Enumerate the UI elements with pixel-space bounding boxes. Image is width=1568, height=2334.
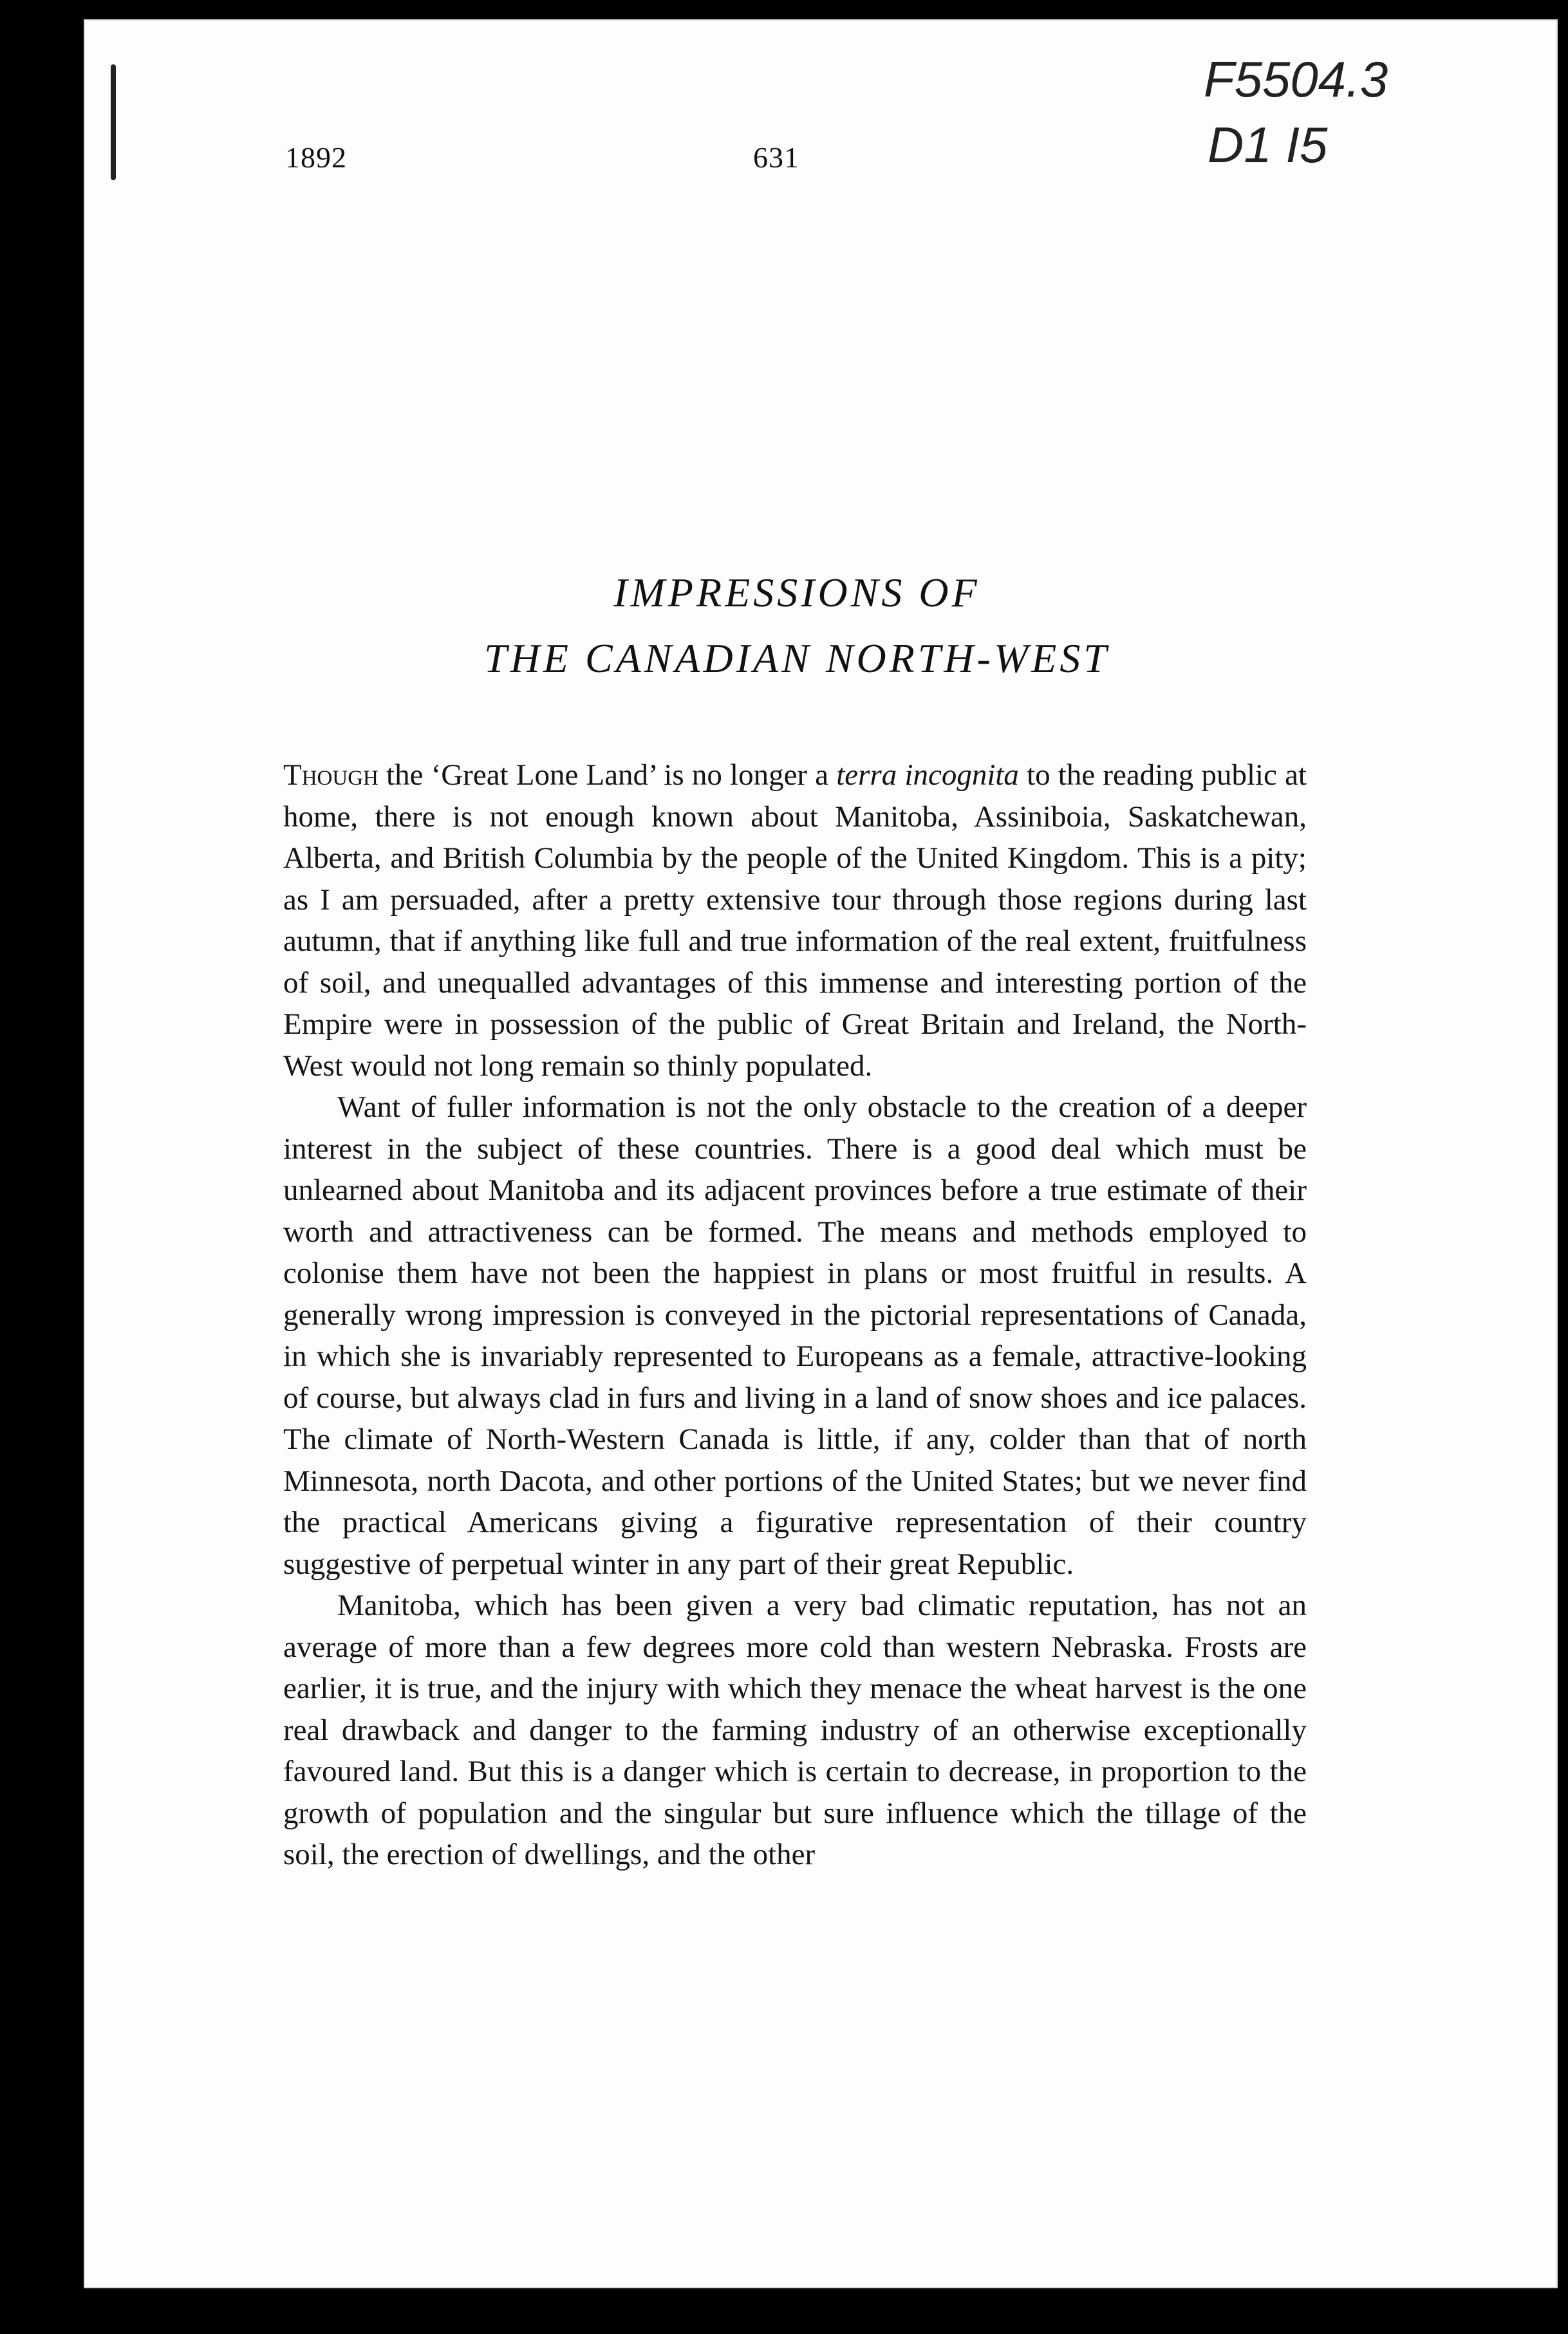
header-year: 1892 [285, 141, 347, 174]
title-line-2: THE CANADIAN NORTH-WEST [484, 635, 1110, 681]
lead-word: Though [283, 758, 378, 792]
paragraph-2: Want of fuller information is not the only obstacle to the creation of a deeper interest in the subject of these countries. There is a good deal which must be unlearned about Manitoba and its adjacent provinces before a true estimate of their worth and attractiveness can be formed. The means and methods employed to colonise them have not been the happiest in plans or most fruitful in results. A generally wrong impression is conveyed in the pictorial representations of Canada, in which she is invariably represented to Europeans as a female, attractive-looking of course, but always clad in furs and living in a land of snow shoes and ice palaces. The climate of North-Western Canada is little, if any, colder than that of north Minnesota, north Dacota, and other portions of the United States; but we never find the practical Americans giving a figurative representation of their country suggestive of perpetual winter in any part of their great Republic. [283, 1090, 1307, 1581]
paragraph-1-part-a: the ‘Great Lone Land’ is no longer a [378, 758, 837, 792]
handwritten-call-number [1204, 45, 1435, 180]
article-body [283, 754, 1307, 1876]
paragraph-1 [283, 754, 1307, 1087]
italic-term: terra incognita [836, 758, 1019, 792]
binding-mark [111, 64, 116, 180]
paragraph-3: Manitoba, which has been given a very bad climatic reputation, has not an average of more than a few degrees more cold than western Nebraska. Frosts are earlier, it is true, and the injury with which they menace the wheat harvest is the one real drawback and danger to the farming industry of an otherwise exceptionally favoured land. But this is a danger which is certain to decrease, in proportion to the growth of population and the singular but sure influence which the tillage of the soil, the erection of dwellings, and the other [283, 1589, 1307, 1871]
article-title [285, 560, 1309, 691]
call-number-line-2: D1 I5 [1208, 117, 1328, 173]
call-number-line-1: F5504.3 [1204, 51, 1388, 107]
title-line-1: IMPRESSIONS OF [613, 570, 980, 615]
paragraph-1-part-b: to the reading public at home, there is not enough known about Manitoba, Assiniboia, Saskatchewan, Alberta, and British Columbia by the people of the United Kingdom. This is a pity; as I am persuaded, after a pretty extensive tour through those regions during last autumn, that if anything like full and true information of the real extent, fruitfulness of soil, and unequalled advantages of this immense and interesting portion of the Empire were in possession of the public of Great Britain and Ireland, the North-West would not long remain so thinly populated. [283, 758, 1307, 1083]
header-page-number: 631 [753, 141, 799, 174]
